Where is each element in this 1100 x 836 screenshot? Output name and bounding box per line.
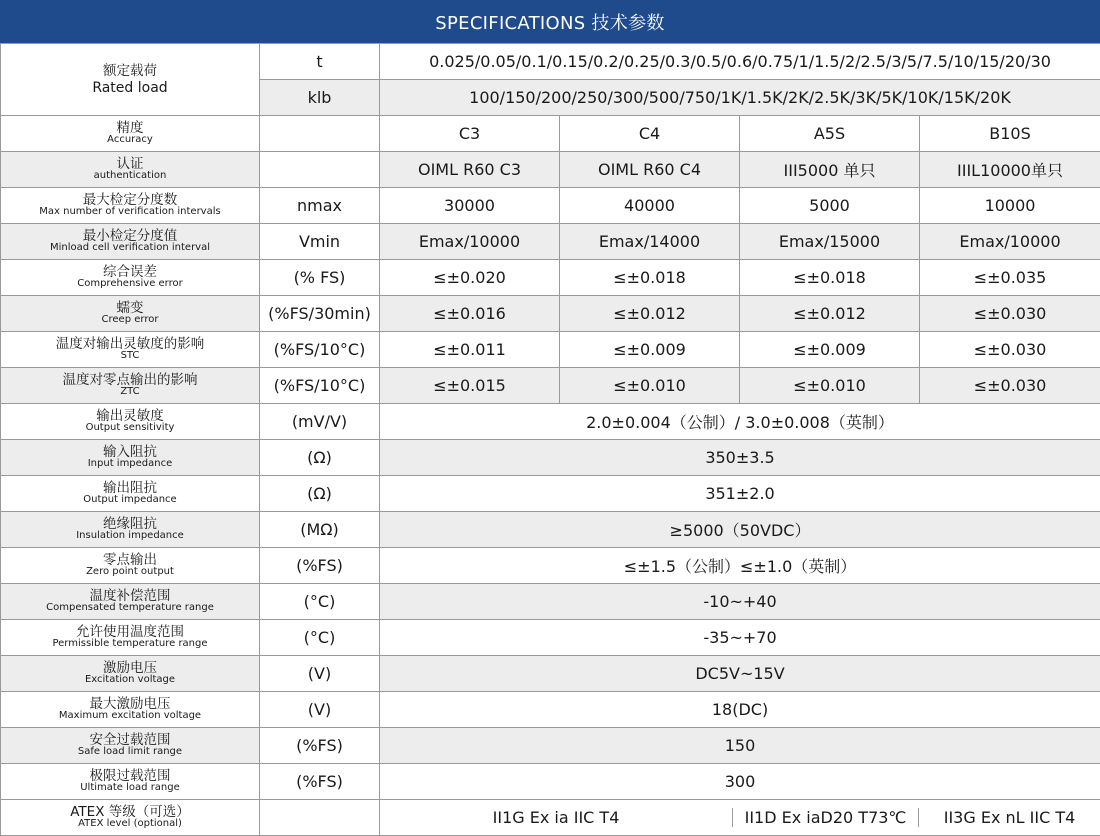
- header-title: SPECIFICATIONS 技术参数: [435, 9, 664, 35]
- unit-cell: [260, 800, 380, 836]
- label-zh: 最大检定分度数: [1, 193, 259, 207]
- value-cell: 40000: [560, 188, 740, 224]
- table-row: [1, 620, 1100, 656]
- label-zh: 最大激励电压: [1, 697, 259, 711]
- unit-cell: nmax: [260, 188, 380, 224]
- label-zh: 综合误差: [1, 265, 259, 279]
- label-zh: 输入阻抗: [1, 445, 259, 459]
- row-label: [1, 620, 260, 656]
- value-cell: -35~+70: [380, 620, 1100, 656]
- label-en: authentication: [1, 171, 259, 182]
- value-cell: Emax/10000: [920, 224, 1100, 260]
- table-row-atex: [1, 800, 1100, 836]
- value-cell: ≤±1.5（公制）≤±1.0（英制）: [380, 548, 1100, 584]
- label-en: STC: [1, 351, 259, 362]
- table-row: [1, 692, 1100, 728]
- label-zh: 零点输出: [1, 553, 259, 567]
- value-cell: ≤±0.020: [380, 260, 560, 296]
- label-en: Output impedance: [1, 495, 259, 506]
- row-label-atex: [1, 800, 260, 836]
- value-cell: ≤±0.030: [920, 296, 1100, 332]
- value-cell: ≤±0.012: [740, 296, 920, 332]
- unit-cell: (°C): [260, 620, 380, 656]
- row-label: [1, 368, 260, 404]
- table-row: [1, 368, 1100, 404]
- unit-cell: (V): [260, 692, 380, 728]
- label-zh: 额定载荷: [1, 64, 259, 78]
- table-row: [1, 656, 1100, 692]
- value-cell: ≤±0.010: [740, 368, 920, 404]
- row-label-rated-load: [1, 44, 260, 116]
- table-row: [1, 512, 1100, 548]
- label-en: Minload cell verification interval: [1, 243, 259, 254]
- row-label: [1, 152, 260, 188]
- row-label: [1, 116, 260, 152]
- unit-cell: (%FS/30min): [260, 296, 380, 332]
- unit-cell: klb: [260, 80, 380, 116]
- row-label: [1, 188, 260, 224]
- row-label: [1, 656, 260, 692]
- label-en: Excitation voltage: [1, 675, 259, 686]
- label-en: ATEX level (optional): [1, 819, 259, 830]
- value-cell: 10000: [920, 188, 1100, 224]
- value-cell: 18(DC): [380, 692, 1100, 728]
- value-cell: A5S: [740, 116, 920, 152]
- row-label: [1, 584, 260, 620]
- label-zh: 温度补偿范围: [1, 589, 259, 603]
- value-cell: III5000 单只: [740, 152, 920, 188]
- label-en: Permissible temperature range: [1, 639, 259, 650]
- table-row: [1, 764, 1100, 800]
- value-cell: ≤±0.016: [380, 296, 560, 332]
- row-label: [1, 296, 260, 332]
- table-row: [1, 332, 1100, 368]
- value-cell: 30000: [380, 188, 560, 224]
- value-cell: 300: [380, 764, 1100, 800]
- label-zh: 绝缘阻抗: [1, 517, 259, 531]
- label-en: Max number of verification intervals: [1, 207, 259, 218]
- unit-cell: (mV/V): [260, 404, 380, 440]
- table-row: [1, 728, 1100, 764]
- unit-cell: (°C): [260, 584, 380, 620]
- unit-cell: [260, 116, 380, 152]
- unit-cell: (%FS): [260, 764, 380, 800]
- label-en: Zero point output: [1, 567, 259, 578]
- row-label: [1, 512, 260, 548]
- label-en: Comprehensive error: [1, 279, 259, 290]
- row-label: [1, 260, 260, 296]
- label-zh: 安全过载范围: [1, 733, 259, 747]
- label-zh: 输出灵敏度: [1, 409, 259, 423]
- unit-cell: (%FS): [260, 728, 380, 764]
- label-en: Rated load: [1, 81, 259, 96]
- value-cell: Emax/14000: [560, 224, 740, 260]
- table-row: [1, 188, 1100, 224]
- value-cell: ≤±0.015: [380, 368, 560, 404]
- label-zh: 温度对输出灵敏度的影响: [1, 337, 259, 351]
- value-cell: 2.0±0.004（公制）/ 3.0±0.008（英制）: [380, 404, 1100, 440]
- value-cell: Emax/10000: [380, 224, 560, 260]
- row-label: [1, 764, 260, 800]
- value-cell: 150: [380, 728, 1100, 764]
- value-cell: ≤±0.035: [920, 260, 1100, 296]
- row-label: [1, 404, 260, 440]
- row-label: [1, 548, 260, 584]
- unit-cell: (MΩ): [260, 512, 380, 548]
- label-zh: 激励电压: [1, 661, 259, 675]
- value-cell: Emax/15000: [740, 224, 920, 260]
- label-zh: 认证: [1, 157, 259, 171]
- table-row: [1, 548, 1100, 584]
- unit-cell: (%FS/10°C): [260, 332, 380, 368]
- label-en: Accuracy: [1, 135, 259, 146]
- label-en: Compensated temperature range: [1, 603, 259, 614]
- atex-value-3: II3G Ex nL IIC T4: [918, 808, 1100, 827]
- value-cell: 351±2.0: [380, 476, 1100, 512]
- value-cell: ≥5000（50VDC）: [380, 512, 1100, 548]
- value-cell: C4: [560, 116, 740, 152]
- label-zh: 蠕变: [1, 301, 259, 315]
- label-en: Maximum excitation voltage: [1, 711, 259, 722]
- row-label: [1, 692, 260, 728]
- label-en: Input impedance: [1, 459, 259, 470]
- value-cell: DC5V~15V: [380, 656, 1100, 692]
- unit-cell: [260, 152, 380, 188]
- value-cell: ≤±0.012: [560, 296, 740, 332]
- label-en: Creep error: [1, 315, 259, 326]
- value-cell: IIIL10000单只: [920, 152, 1100, 188]
- table-row: [1, 152, 1100, 188]
- table-row: [1, 116, 1100, 152]
- table-row: [1, 440, 1100, 476]
- value-cell: ≤±0.010: [560, 368, 740, 404]
- value-cell: 0.025/0.05/0.1/0.15/0.2/0.25/0.3/0.5/0.6/0.75/1/1.5/2/2.5/3/5/7.5/10/15/20/30: [380, 44, 1100, 80]
- table-row: [1, 476, 1100, 512]
- value-cell: 100/150/200/250/300/500/750/1K/1.5K/2K/2.5K/3K/5K/10K/15K/20K: [380, 80, 1100, 116]
- unit-cell: (%FS/10°C): [260, 368, 380, 404]
- row-label: [1, 224, 260, 260]
- value-cell: ≤±0.030: [920, 332, 1100, 368]
- label-en: ZTC: [1, 387, 259, 398]
- value-cell: ≤±0.018: [740, 260, 920, 296]
- row-label: [1, 728, 260, 764]
- atex-value-2: II1D Ex iaD20 T73℃: [732, 808, 918, 827]
- unit-cell: (V): [260, 656, 380, 692]
- value-cell: 5000: [740, 188, 920, 224]
- label-zh: 输出阻抗: [1, 481, 259, 495]
- row-label: [1, 476, 260, 512]
- label-en: Output sensitivity: [1, 423, 259, 434]
- unit-cell: (Ω): [260, 476, 380, 512]
- unit-cell: (%FS): [260, 548, 380, 584]
- label-en: Safe load limit range: [1, 747, 259, 758]
- table-row: [1, 260, 1100, 296]
- label-en: Insulation impedance: [1, 531, 259, 542]
- unit-cell: (Ω): [260, 440, 380, 476]
- value-cell: B10S: [920, 116, 1100, 152]
- multi-value-rows: [1, 116, 1100, 404]
- table-row: [1, 296, 1100, 332]
- table-row: [1, 404, 1100, 440]
- label-zh: 最小检定分度值: [1, 229, 259, 243]
- value-cell: ≤±0.018: [560, 260, 740, 296]
- label-en: Ultimate load range: [1, 783, 259, 794]
- value-cell: ≤±0.030: [920, 368, 1100, 404]
- value-cell: -10~+40: [380, 584, 1100, 620]
- unit-cell: Vmin: [260, 224, 380, 260]
- value-cell: ≤±0.009: [560, 332, 740, 368]
- specifications-table: [0, 43, 1100, 836]
- label-zh: ATEX 等级（可选）: [1, 805, 259, 819]
- label-zh: 温度对零点输出的影响: [1, 373, 259, 387]
- label-zh: 精度: [1, 121, 259, 135]
- value-cell: 350±3.5: [380, 440, 1100, 476]
- label-zh: 极限过载范围: [1, 769, 259, 783]
- value-cell: C3: [380, 116, 560, 152]
- atex-value-1: II1G Ex ia IIC T4: [380, 808, 732, 827]
- specifications-header: [0, 0, 1100, 43]
- unit-cell: (% FS): [260, 260, 380, 296]
- value-cell: ≤±0.011: [380, 332, 560, 368]
- value-cell: OIML R60 C3: [380, 152, 560, 188]
- unit-cell: t: [260, 44, 380, 80]
- label-zh: 允许使用温度范围: [1, 625, 259, 639]
- atex-values: [380, 800, 1100, 836]
- row-label: [1, 332, 260, 368]
- table-row: [1, 224, 1100, 260]
- value-cell: OIML R60 C4: [560, 152, 740, 188]
- table-row: [1, 584, 1100, 620]
- row-label: [1, 440, 260, 476]
- single-value-rows: [1, 404, 1100, 800]
- value-cell: ≤±0.009: [740, 332, 920, 368]
- table-row-rated-load-t: [1, 44, 1100, 80]
